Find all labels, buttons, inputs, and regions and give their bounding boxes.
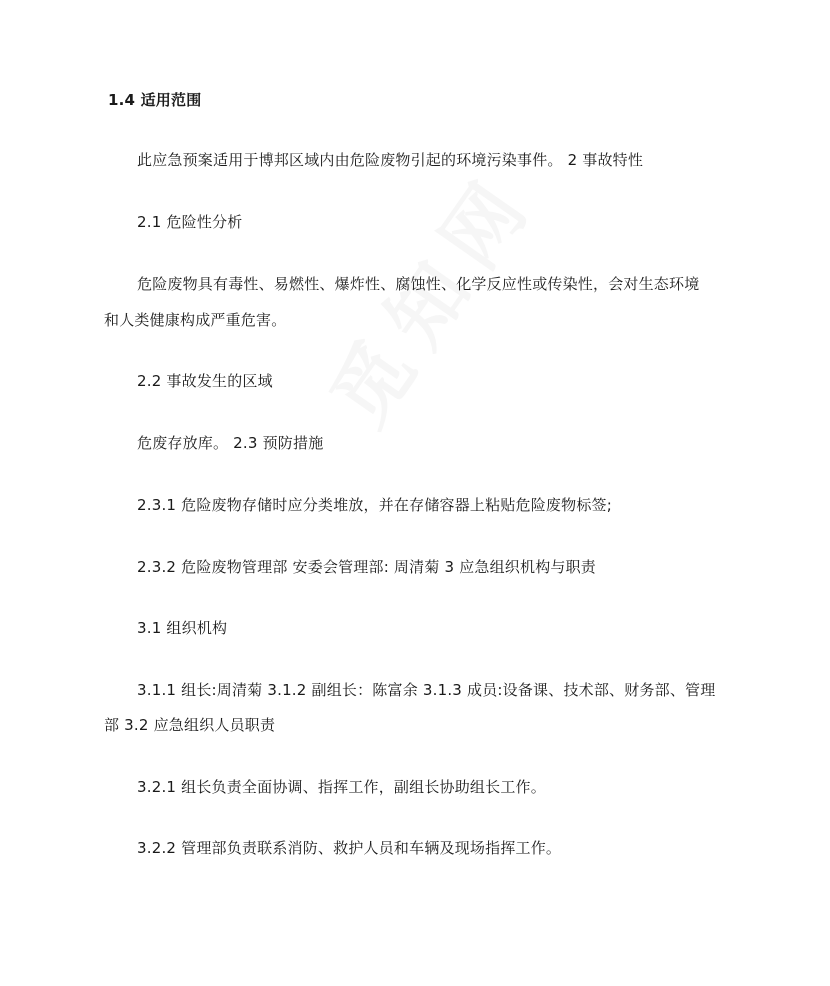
section-heading: 1.4 适用范围 bbox=[108, 91, 202, 109]
paragraph-line: 2.1 危险性分析 bbox=[137, 213, 243, 231]
paragraph-line: 3.1 组织机构 bbox=[137, 619, 228, 637]
paragraph-line: 2.3.1 危险废物存储时应分类堆放，并在存储容器上粘贴危险废物标签; bbox=[137, 496, 612, 514]
paragraph-line: 3.1.1 组长:周清菊 3.1.2 副组长：陈富余 3.1.3 成员:设备课、技术部、财务部、管理 bbox=[137, 681, 716, 699]
paragraph-line: 危险废物具有毒性、易燃性、爆炸性、腐蚀性、化学反应性或传染性，会对生态环境 bbox=[137, 275, 700, 293]
paragraph-line: 和人类健康构成严重危害。 bbox=[104, 311, 287, 329]
paragraph-line: 2.2 事故发生的区域 bbox=[137, 372, 273, 390]
paragraph-line: 3.2.1 组长负责全面协调、指挥工作，副组长协助组长工作。 bbox=[137, 778, 546, 796]
paragraph-line: 3.2.2 管理部负责联系消防、救护人员和车辆及现场指挥工作。 bbox=[137, 839, 562, 857]
paragraph-line: 危废存放库。 2.3 预防措施 bbox=[137, 434, 324, 452]
paragraph-line: 此应急预案适用于博邦区域内由危险废物引起的环境污染事件。 2 事故特性 bbox=[137, 151, 644, 169]
paragraph-line: 2.3.2 危险废物管理部 安委会管理部: 周清菊 3 应急组织机构与职责 bbox=[137, 558, 597, 576]
paragraph-line: 部 3.2 应急组织人员职责 bbox=[104, 716, 276, 734]
